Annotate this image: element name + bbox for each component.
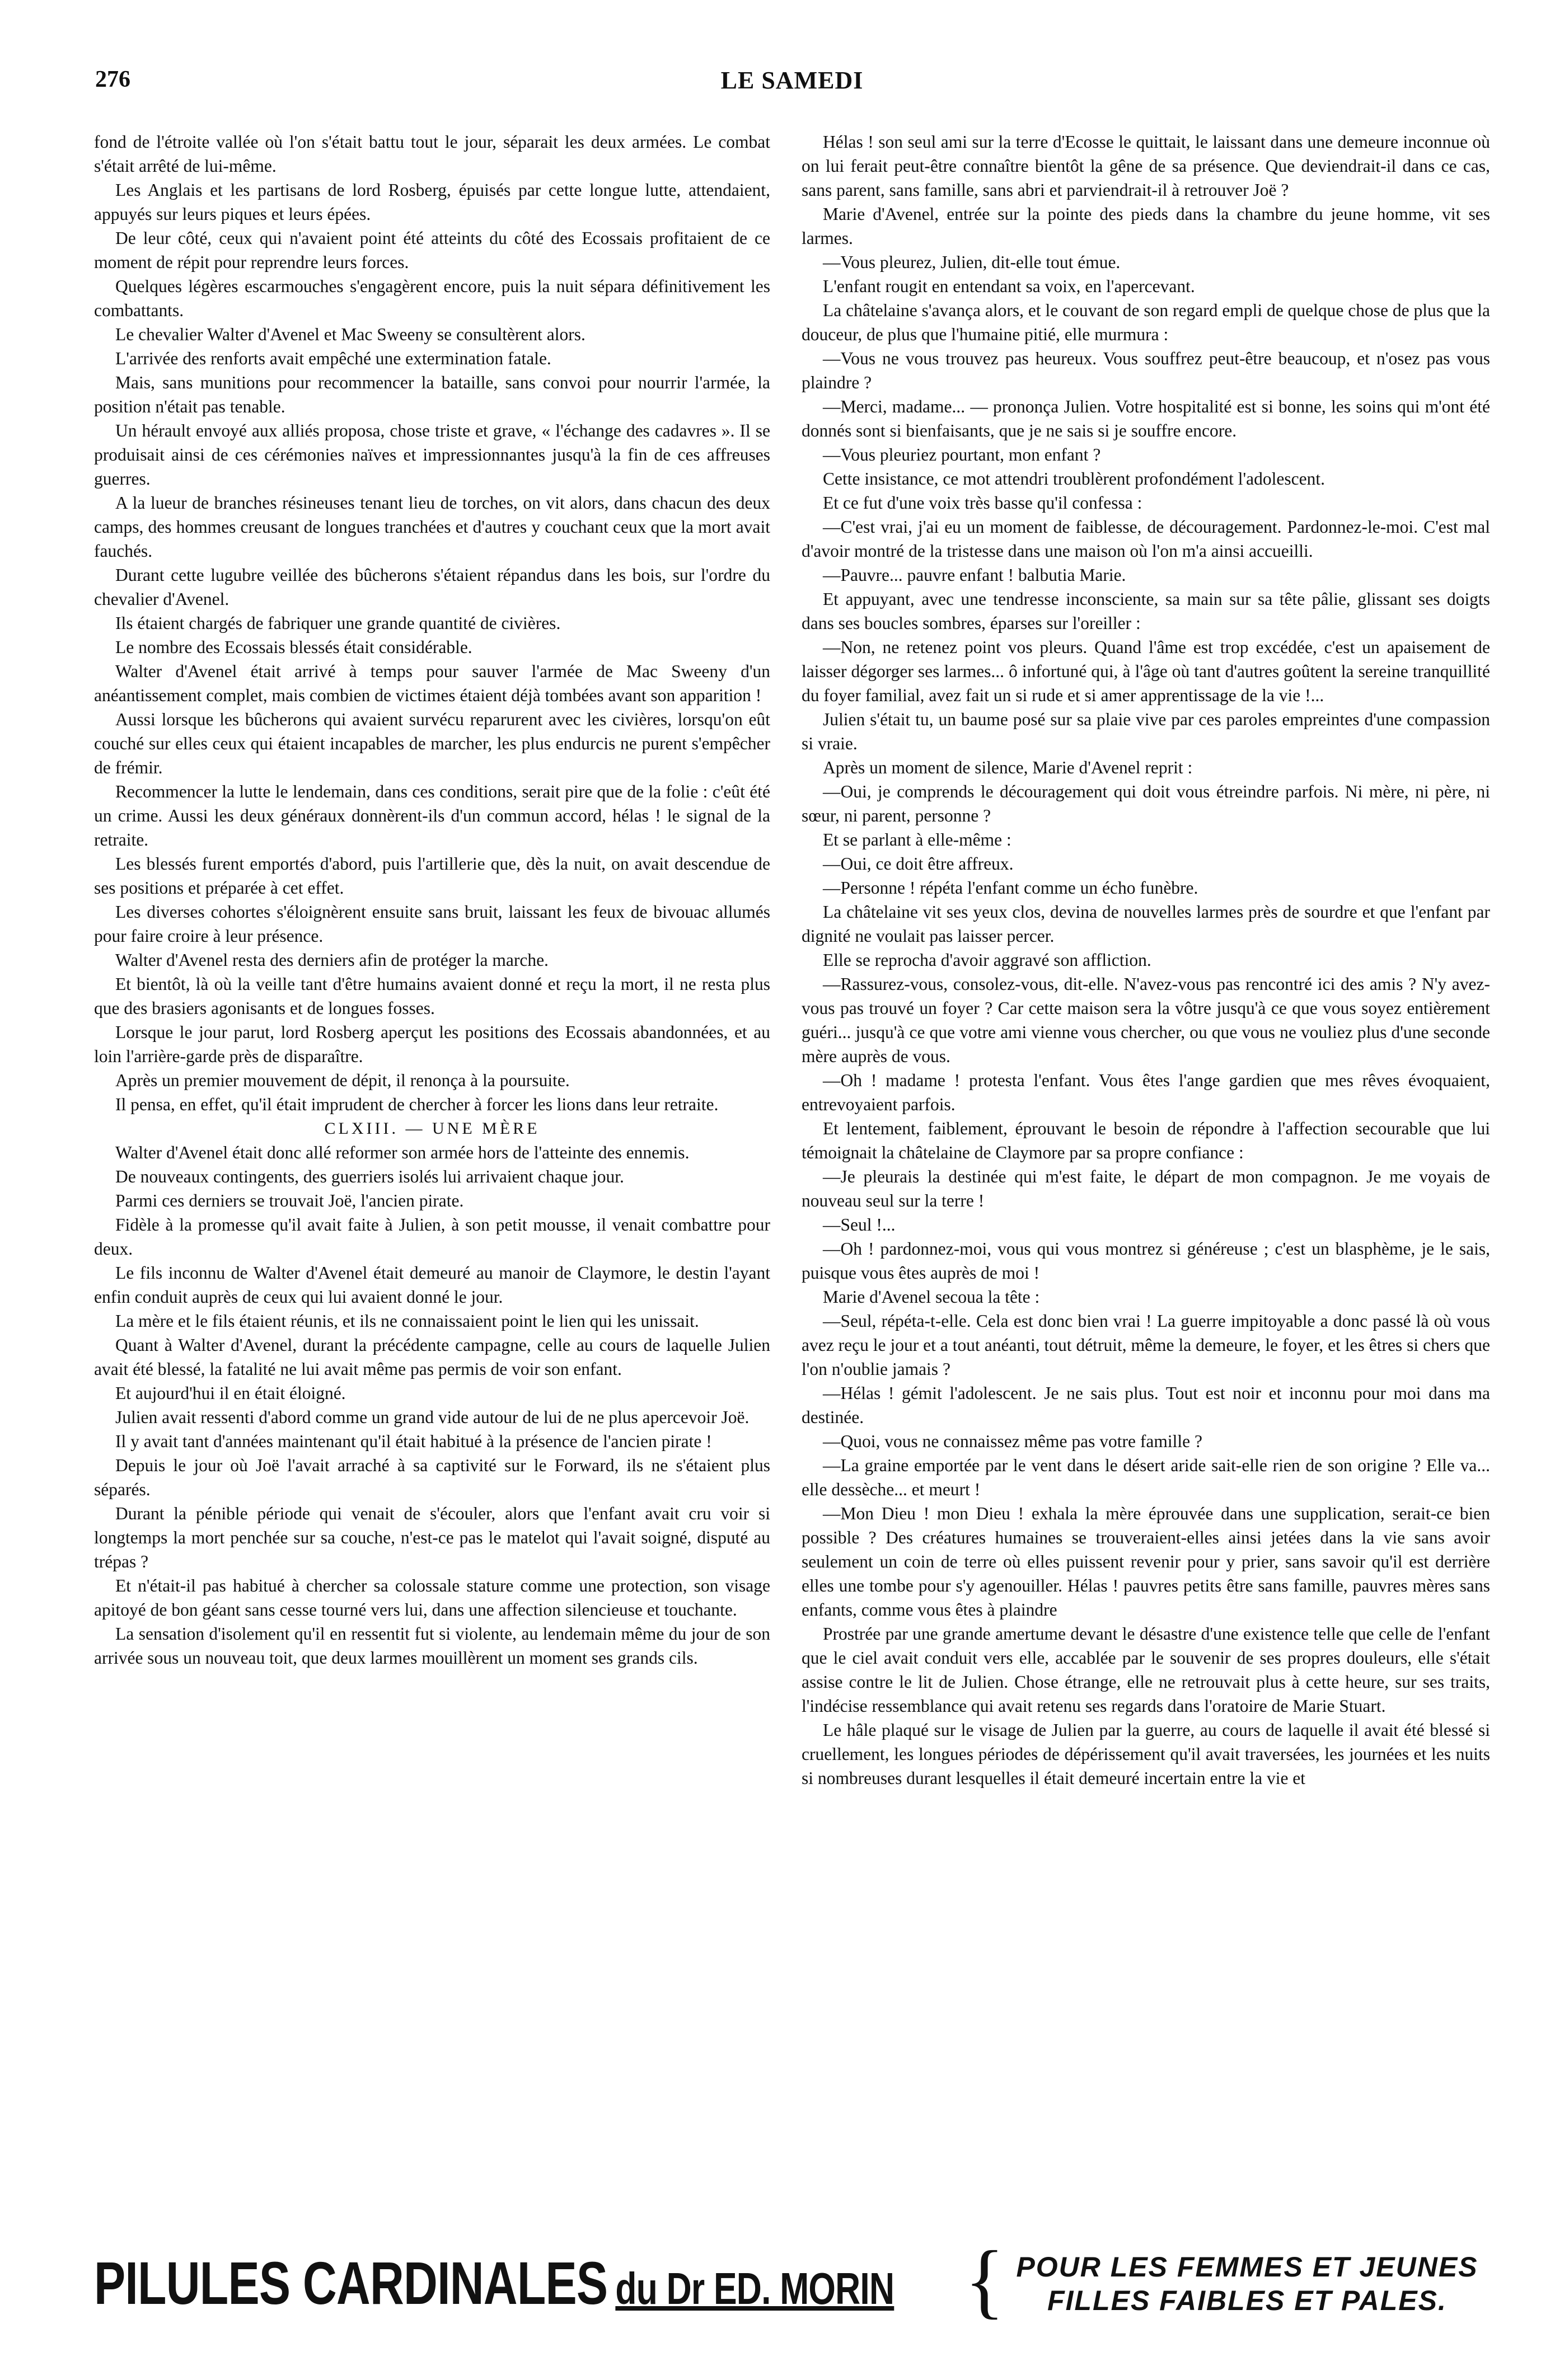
paragraph: —Quoi, vous ne connaissez même pas votre famille ? xyxy=(823,1431,1202,1451)
paragraph: Mais, sans munitions pour recommencer la bataille, sans convoi pour nourrir l'armée, la position n'était pas tenable. xyxy=(94,373,770,416)
paragraph: —Je pleurais la destinée qui m'est faite, le départ de mon compagnon. Je me voyais de nouveau seul sur la terre ! xyxy=(802,1167,1490,1210)
paragraph: La mère et le fils étaient réunis, et ils ne connaissaient point le lien qui les unissait. xyxy=(115,1311,699,1331)
paragraph: Il y avait tant d'années maintenant qu'il était habitué à la présence de l'ancien pirate ! xyxy=(115,1431,712,1451)
paragraph: Le chevalier Walter d'Avenel et Mac Sweeny se consultèrent alors. xyxy=(115,325,586,344)
paragraph: Le nombre des Ecossais blessés était considérable. xyxy=(115,637,472,657)
paragraph: —Hélas ! gémit l'adolescent. Je ne sais plus. Tout est noir et inconnu pour moi dans ma destinée. xyxy=(802,1383,1490,1427)
paragraph: Et lentement, faiblement, éprouvant le besoin de répondre à l'affection secourable que lui témoignait la châtelaine de Claymore par sa propre confiance : xyxy=(802,1119,1490,1162)
paragraph: —Vous ne vous trouvez pas heureux. Vous souffrez peut-être beaucoup, et n'osez pas vous plaindre ? xyxy=(802,349,1490,392)
paragraph: Il pensa, en effet, qu'il était imprudent de chercher à forcer les lions dans leur retraite. xyxy=(115,1095,719,1114)
paragraph: Et se parlant à elle-même : xyxy=(823,830,1011,849)
paragraph: Depuis le jour où Joë l'avait arraché à sa captivité sur le Forward, ils ne s'étaient plus séparés. xyxy=(94,1456,770,1499)
right-text xyxy=(802,130,1490,1790)
paragraph: Parmi ces derniers se trouvait Joë, l'ancien pirate. xyxy=(115,1191,464,1210)
paragraph: Les diverses cohortes s'éloignèrent ensuite sans bruit, laissant les feux de bivouac allumés pour faire croire à leur présence. xyxy=(94,902,770,946)
advert-tagline-line-2: FILLES FAIBLES ET PALES. xyxy=(1047,2285,1447,2316)
left-text-before-chapter xyxy=(94,130,770,1116)
paragraph: —Personne ! répéta l'enfant comme un écho funèbre. xyxy=(823,878,1198,898)
paragraph: Marie d'Avenel, entrée sur la pointe des pieds dans la chambre du jeune homme, vit ses larmes. xyxy=(802,204,1490,248)
paragraph: Et appuyant, avec une tendresse inconsciente, sa main sur sa tête pâlie, glissant ses doigts dans ses boucles sombres, éparses sur l'oreiller : xyxy=(802,589,1490,633)
paragraph: Durant la pénible période qui venait de s'écouler, alors que l'enfant avait cru voir si longtemps la mort penchée sur sa couche, n'est-ce pas le matelot qui l'avait soigné, disputé au trépas ? xyxy=(94,1504,770,1571)
paragraph: Le fils inconnu de Walter d'Avenel était demeuré au manoir de Claymore, le destin l'ayant enfin conduit auprès de ceux qui lui avaient donné le jour. xyxy=(94,1263,770,1307)
paragraph: —Pauvre... pauvre enfant ! balbutia Marie. xyxy=(823,565,1126,585)
paragraph: Et n'était-il pas habitué à chercher sa colossale stature comme une protection, son visage apitoyé de bon géant sans cesse tourné vers lui, dans une affection silencieuse et touchante. xyxy=(94,1576,770,1619)
paragraph: Julien s'était tu, un baume posé sur sa plaie vive par ces paroles empreintes d'une compassion si vraie. xyxy=(802,710,1490,753)
paragraph: Durant cette lugubre veillée des bûcherons s'étaient répandus dans les bois, sur l'ordre du chevalier d'Avenel. xyxy=(94,565,770,609)
paragraph: Fidèle à la promesse qu'il avait faite à Julien, à son petit mousse, il venait combattre pour deux. xyxy=(94,1215,770,1259)
paragraph: —Rassurez-vous, consolez-vous, dit-elle. N'avez-vous pas rencontré ici des amis ? N'y avez-vous pas trouvé un foyer ? Car cette maison sera la vôtre jusqu'à ce que vous soyez entièrement guéri... jusqu'à ce que votre ami vienne vous chercher, ou que vous ne vouliez plus d'une seconde mère auprès de vous. xyxy=(802,974,1490,1066)
paragraph: Marie d'Avenel secoua la tête : xyxy=(823,1287,1040,1307)
paragraph: Les blessés furent emportés d'abord, puis l'artillerie que, dès la nuit, on avait descendue de ses positions et préparée à cet effet. xyxy=(94,854,770,898)
paragraph: Aussi lorsque les bûcherons qui avaient survécu reparurent avec les civières, lorsqu'on eût couché sur elles ceux qui étaient incapables de marcher, les plus endurcis ne purent s'empêcher de frémir. xyxy=(94,710,770,777)
paragraph: —Vous pleuriez pourtant, mon enfant ? xyxy=(823,445,1101,464)
paragraph: Recommencer la lutte le lendemain, dans ces conditions, serait pire que de la folie : c'eût été un crime. Aussi les deux généraux donnèrent-ils d'un commun accord, hélas ! le signal de la retraite. xyxy=(94,782,770,849)
paragraph: De nouveaux contingents, des guerriers isolés lui arrivaient chaque jour. xyxy=(115,1167,624,1186)
paragraph: Et ce fut d'une voix très basse qu'il confessa : xyxy=(823,493,1142,513)
paragraph: fond de l'étroite vallée où l'on s'était battu tout le jour, séparait les deux armées. Le combat s'était arrêté de lui-même. xyxy=(94,132,770,176)
paragraph: La châtelaine vit ses yeux clos, devina de nouvelles larmes près de sourdre et que l'enfant par dignité ne voulait pas laisser percer. xyxy=(802,902,1490,946)
paragraph: Walter d'Avenel était donc allé reformer son armée hors de l'atteinte des ennemis. xyxy=(115,1143,690,1162)
paragraph: —C'est vrai, j'ai eu un moment de faiblesse, de découragement. Pardonnez-le-moi. C'est mal d'avoir montré de la tristesse dans une maison où l'on m'a ainsi accueilli. xyxy=(802,517,1490,561)
advert-author: du Dr ED. MORIN xyxy=(615,2264,894,2313)
paragraph: Après un moment de silence, Marie d'Avenel reprit : xyxy=(823,758,1193,777)
advert-product-name: PILULES CARDINALES xyxy=(94,2249,608,2317)
paragraph: —Vous pleurez, Julien, dit-elle tout émue. xyxy=(823,252,1121,272)
paragraph: Le hâle plaqué sur le visage de Julien par la guerre, au cours de laquelle il avait été blessé si cruellement, les longues périodes de dépérissement qu'il avait traversées, les journées et les nuits si nombreuses durant lesquelles il était demeuré incertain entre la vie et xyxy=(802,1720,1490,1788)
journal-title: LE SAMEDI xyxy=(720,67,864,94)
paragraph: La sensation d'isolement qu'il en ressentit fut si violente, au lendemain même du jour de son arrivée sous un nouveau toit, que deux larmes mouillèrent un moment ses grands cils. xyxy=(94,1624,770,1668)
paragraph: Lorsque le jour parut, lord Rosberg aperçut les positions des Ecossais abandonnées, et au loin l'arrière-garde près de disparaître. xyxy=(94,1022,770,1066)
paragraph: —Seul !... xyxy=(823,1215,896,1234)
advert-tagline xyxy=(1001,2250,1493,2317)
advert-product xyxy=(94,2248,894,2318)
paragraph: —Oh ! madame ! protesta l'enfant. Vous êtes l'ange gardien que mes rêves évoquaient, entrevoyaient parfois. xyxy=(802,1071,1490,1114)
paragraph: Prostrée par une grande amertume devant le désastre d'une existence telle que celle de l'enfant que le ciel avait conduit vers elle, accablée par le souvenir de ses propres douleurs, elle s'était assise contre le lit de Julien. Chose étrange, elle ne retrouvait plus à cette heure, sur ses traits, l'indécise ressemblance qui avait retenu ses regards dans l'oratoire de Marie Stuart. xyxy=(802,1624,1490,1716)
paragraph: Un hérault envoyé aux alliés proposa, chose triste et grave, « l'échange des cadavres ». Il se produisait ainsi de ces cérémonies naïves et impressionnantes jusqu'à la fin de ces affreuses guerres. xyxy=(94,421,770,489)
paragraph: Quelques légères escarmouches s'engagèrent encore, puis la nuit sépara définitivement les combattants. xyxy=(94,276,770,320)
paragraph: —Merci, madame... — prononça Julien. Votre hospitalité est si bonne, les soins qui m'ont été donnés sont si bienfaisants, que je ne sais si je souffre encore. xyxy=(802,397,1490,440)
paragraph: Walter d'Avenel resta des derniers afin de protéger la marche. xyxy=(115,950,549,970)
paragraph: Quant à Walter d'Avenel, durant la précédente campagne, celle au cours de laquelle Julien avait été blessé, la fatalité ne lui avait même pas permis de voir son enfant. xyxy=(94,1335,770,1379)
paragraph: —Oui, ce doit être affreux. xyxy=(823,854,1014,874)
paragraph: La châtelaine s'avança alors, et le couvant de son regard empli de quelque chose de plus que la douceur, de plus que l'humaine pitié, elle murmura : xyxy=(802,301,1490,344)
paragraph: Elle se reprocha d'avoir aggravé son affliction. xyxy=(823,950,1151,970)
paragraph: A la lueur de branches résineuses tenant lieu de torches, on vit alors, dans chacun des deux camps, des hommes creusant de longues tranchées et d'autres y couchant ceux que la mort avait fauchés. xyxy=(94,493,770,561)
paragraph: —Non, ne retenez point vos pleurs. Quand l'âme est trop excédée, c'est un apaisement de laisser dégorger ses larmes... ô infortuné qui, à l'âge où tant d'autres goûtent la sereine tranquillité du foyer familial, avez fait un si rude et si amer apprentissage de la vie !... xyxy=(802,637,1490,705)
paragraph: Cette insistance, ce mot attendri troublèrent profondément l'adolescent. xyxy=(823,469,1325,489)
right-column xyxy=(802,130,1490,2217)
paragraph: Et aujourd'hui il en était éloigné. xyxy=(115,1383,346,1403)
paragraph: Après un premier mouvement de dépit, il renonça à la poursuite. xyxy=(115,1071,570,1090)
left-column xyxy=(94,130,770,2217)
chapter-heading: CLXIII. — UNE MÈRE xyxy=(324,1119,540,1138)
paragraph: —Mon Dieu ! mon Dieu ! exhala la mère éprouvée dans une supplication, serait-ce bien possible ? Des créatures humaines se trouveraient-elles ainsi jetées dans la vie sans avoir seulement un coin de terre où elles puissent revenir pour y prier, sans savoir qu'il est derrière elles une tombe pour s'y agenouiller. Hélas ! pauvres petits être sans famille, pauvres mères sans enfants, comme vous êtes à plaindre xyxy=(802,1504,1490,1619)
paragraph: —Oui, je comprends le découragement qui doit vous étreindre parfois. Ni mère, ni père, ni sœur, ni parent, personne ? xyxy=(802,782,1490,825)
paragraph: —Oh ! pardonnez-moi, vous qui vous montrez si généreuse ; c'est un blasphème, je le sais, puisque vous êtes auprès de moi ! xyxy=(802,1239,1490,1283)
paragraph: Hélas ! son seul ami sur la terre d'Ecosse le quittait, le laissant dans une demeure inconnue où on lui ferait peut-être connaître bientôt la gêne de sa présence. Que deviendrait-il dans ce cas, sans parent, sans famille, sans abri et parviendrait-il à retrouver Joë ? xyxy=(802,132,1490,200)
advertisement xyxy=(94,2234,1489,2327)
paragraph: L'enfant rougit en entendant sa voix, en l'apercevant. xyxy=(823,276,1195,296)
paragraph: Julien avait ressenti d'abord comme un grand vide autour de lui de ne plus apercevoir Joë. xyxy=(115,1407,750,1427)
page-number: 276 xyxy=(95,67,130,92)
page-header xyxy=(95,66,1489,111)
paragraph: De leur côté, ceux qui n'avaient point été atteints du côté des Ecossais profitaient de ce moment de répit pour reprendre leurs forces. xyxy=(94,228,770,272)
paragraph: Les Anglais et les partisans de lord Rosberg, épuisés par cette longue lutte, attendaient, appuyés sur leurs piques et leurs épées. xyxy=(94,180,770,224)
paragraph: Et bientôt, là où la veille tant d'être humains avaient donné et reçu la mort, il ne resta plus que des brasiers agonisants et de longues fosses. xyxy=(94,974,770,1018)
paragraph: Walter d'Avenel était arrivé à temps pour sauver l'armée de Mac Sweeny d'un anéantissement complet, mais combien de victimes étaient déjà tombées avant son apparition ! xyxy=(94,661,770,705)
paragraph: —La graine emportée par le vent dans le désert aride sait-elle rien de son origine ? Elle va... elle dessèche... et meurt ! xyxy=(802,1456,1490,1499)
paragraph: L'arrivée des renforts avait empêché une extermination fatale. xyxy=(115,349,551,368)
paragraph: Ils étaient chargés de fabriquer une grande quantité de civières. xyxy=(115,613,561,633)
advert-tagline-line-1: POUR LES FEMMES ET JEUNES xyxy=(1016,2251,1478,2283)
advert-brace: { xyxy=(964,2234,1005,2327)
paragraph: —Seul, répéta-t-elle. Cela est donc bien vrai ! La guerre impitoyable a donc passé là où vous avez reçu le jour et a tout anéanti, tout détruit, même la demeure, le foyer, et les êtres si chers que l'on n'oublie jamais ? xyxy=(802,1311,1490,1379)
left-text-after-chapter xyxy=(94,1140,770,1670)
